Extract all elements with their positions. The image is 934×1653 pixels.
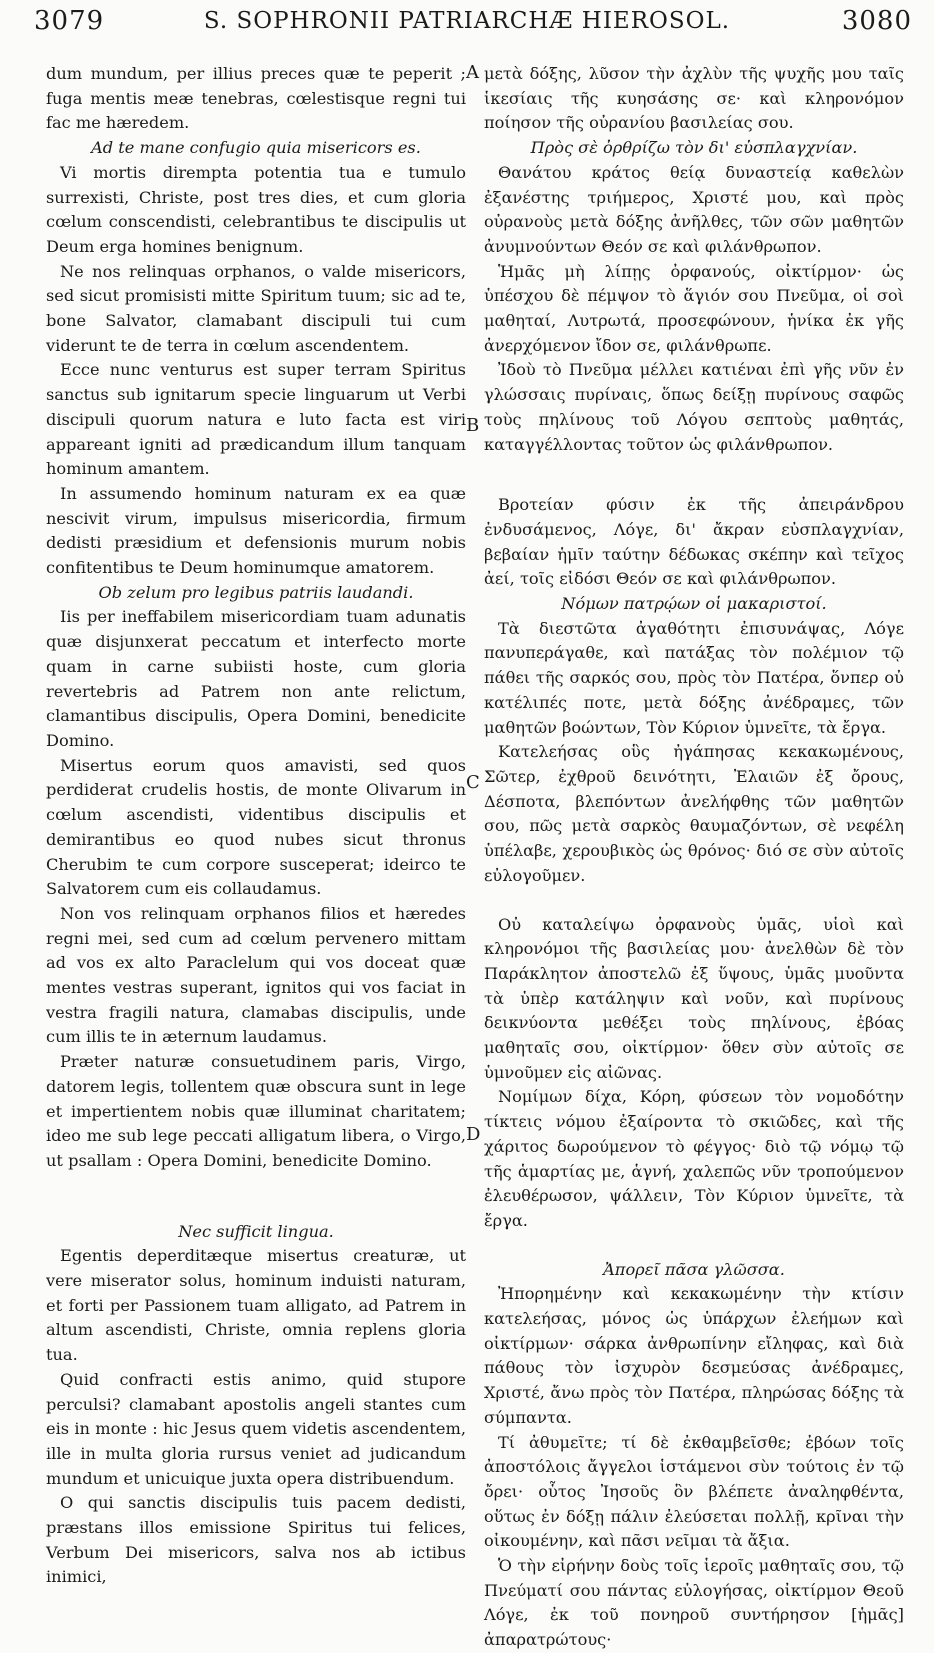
greek-paragraph: Νομίμων δίχα, Κόρη, φύσεων τὸν νομοδότην τίκτεις νόμου ἐξαίροντα τὸ σκιῶδες, καὶ τῆς χάριτος δωρούμενον τὸ φέγγος· διὸ τῷ νόμῳ τῷ τῆς ἁμαρτίας με, ἁγνή, χαλεπῶς νῦν τροπούμενον ἐλευθέρωσον, ψάλλειν, Τὸν Κύριον ὑμνεῖτε, τὰ ἔργα. [484, 1087, 904, 1230]
greek-paragraph: Ἠπορημένην καὶ κεκακωμένην τὴν κτίσιν κατελεήσας, μόνος ὡς ὑπάρχων ἐλεήμων καὶ οἰκτίρμων· σάρκα ἀνθρωπίνην εἴληφας, καὶ διὰ πάθους τὸν ἰσχυρὸν δεσμεύσας ἀνέδραμες, Χριστέ, ἄνω πρὸς τὸν Πατέρα, πληρώσας δόξης τὰ σύμπαντα. [484, 1284, 904, 1427]
margin-marker-a: A [466, 62, 479, 83]
latin-paragraph: Ecce nunc venturus est super terram Spiritus sanctus sub ignitarum specie linguarum ut Verbi discipuli quorum natura e luto facta est viri appareant igniti ad prædicandum illum tanquam hominum amantem. [46, 360, 466, 479]
right-page-number: 3080 [841, 6, 912, 36]
greek-paragraph: μετὰ δόξης, λῦσον τὴν ἀχλὺν τῆς ψυχῆς μου ταῖς ἱκεσίαις τῆς κυησάσης σε· καὶ κληρονόμον ποίησον τῆς οὐρανίου βασιλείας σου. [484, 64, 904, 133]
greek-paragraph: Ἰδοὺ τὸ Πνεῦμα μέλλει κατιέναι ἐπὶ γῆς νῦν ἐν γλώσσαις πυρίναις, ὅπως δείξῃ πυρίνους σαφῶς τοὺς πηλίνους τοῦ Λόγου σεπτοὺς μαθητάς, καταγγέλλοντας τοῦτον ὡς φιλάνθρωπον. [484, 360, 904, 454]
greek-paragraph: Κατελεήσας οὓς ἠγάπησας κεκακωμένους, Σῶτερ, ἐχθροῦ δεινότητι, Ἐλαιῶν ἐξ ὄρους, Δέσποτα, βλεπόντων ἀνελήφθης τῶν μαθητῶν σου, πῶς μετὰ σαρκὸς θαυμαζόντων, σὲ νεφέλη ὑπέλαβε, χερουβικὸς ὡς θρόνος· διό σε σὺν αὐτοῖς εὐλογοῦμεν. [484, 742, 904, 885]
latin-paragraph: dum mundum, per illius preces quæ te peperit ; fuga mentis meæ tenebras, cœlestisque regni tui fac me hæredem. [46, 64, 466, 133]
running-title: S. SOPHRONII PATRIARCHÆ HIEROSOL. [203, 8, 731, 34]
latin-paragraph: Ne nos relinquas orphanos, o valde misericors, sed sicut promisisti mitte Spiritum tuum; sic ad te, bone Salvator, clamabant discipuli tui cum viderunt te de terra in cœlum ascendentem. [46, 261, 466, 355]
greek-paragraph: Ὁ τὴν εἰρήνην δοὺς τοῖς ἱεροῖς μαθηταῖς σου, τῷ Πνεύματί σου πάντας εὐλογήσας, οἰκτίρμον Θεοῦ Λόγε, ἐκ τοῦ πονηροῦ συντήρησον [ἡμᾶς] ἀπαρατρώτους· [484, 1556, 904, 1650]
greek-column [484, 62, 904, 1653]
greek-heading: Πρὸς σὲ ὀρθρίζω τὸν δι' εὐσπλαγχνίαν. [530, 138, 858, 158]
latin-column [46, 62, 466, 1590]
greek-paragraph: Τί ἀθυμεῖτε; τί δὲ ἐκθαμβεῖσθε; ἐβόων τοῖς ἀποστόλοις ἄγγελοι ἱστάμενοι σὺν τούτοις ἐν τῷ ὄρει· οὗτος Ἰησοῦς ὃν βλέπετε ἀναληφθέντα, οὕτως ἐν δόξῃ πάλιν ἐλεύσεται πολλῇ, κρῖναι τὴν οἰκουμένην, καὶ πᾶσι νεῖμαι τὰ ἄξια. [484, 1432, 904, 1551]
page-header [0, 0, 934, 44]
latin-paragraph: In assumendo hominum naturam ex ea quæ nescivit virum, impulsus misericordia, firmum dedisti præsidium et defensionis murum nobis confitentibus te Deum hominumque amatorem. [46, 483, 466, 578]
latin-paragraph: Egentis deperditæque misertus creaturæ, ut vere miserator solus, hominum induisti naturam, et forti per Passionem tuam alligato, ad Patrem in altum ascendisti, Christe, omnia replens gloria tua. [46, 1246, 466, 1365]
greek-paragraph: Οὐ καταλείψω ὀρφανοὺς ὑμᾶς, υἱοὶ καὶ κληρονόμοι τῆς βασιλείας μου· ἀνελθὼν δὲ τὸν Παράκλητον ἀποστελῶ ἐξ ὕψους, ὑμᾶς μυοῦντα τὰ ὑπὲρ κατάληψιν καὶ νοῦν, καὶ πυρίνους δεικνύοντα μεθέξει τοὺς πηλίνους, ἐβόας μαθηταῖς σου, οἰκτίρμον· ὅθεν σὺν αὐτοῖς σε ὑμνοῦμεν εἰς αἰῶνας. [484, 914, 904, 1082]
latin-paragraph: Præter naturæ consuetudinem paris, Virgo, datorem legis, tollentem quæ obscura sunt in lege et impertientem nobis quæ illuminat charitatem; ideo me sub lege peccati alligatum libera, o Virgo, ut psallam : Opera Domini, benedicite Domino. [46, 1052, 466, 1170]
latin-heading: Nec sufficit lingua. [178, 1221, 334, 1241]
latin-paragraph: Vi mortis dirempta potentia tua e tumulo surrexisti, Christe, post tres dies, et cum gloria cœlum conscendisti, celebrantibus te discipulis ut Deum erga homines benignum. [46, 162, 466, 256]
latin-heading: Ob zelum pro legibus patriis laudandi. [98, 582, 414, 602]
greek-heading: Νόμων πατρῴων οἱ μακαριστοί. [561, 594, 827, 614]
latin-paragraph: Quid confracti estis animo, quid stupore perculsi? clamabant apostolis angeli stantes cum eis in monte : hic Jesus quem videtis ascendentem, ille in multa gloria rursus veniet ad judicandum mundum et unicuique juxta opera distribuendum. [46, 1369, 466, 1488]
greek-paragraph: Βροτείαν φύσιν ἐκ τῆς ἀπειράνδρου ἐνδυσάμενος, Λόγε, δι' ἄκραν εὐσπλαγχνίαν, βεβαίαν ἡμῖν ταύτην δέδωκας σκέπην καὶ τεῖχος ἀεί, τοῖς εἰδόσι Θεόν σε καὶ φιλάνθρωπον. [484, 495, 904, 589]
margin-marker-c: C [466, 772, 480, 793]
margin-marker-d: D [466, 1124, 481, 1145]
latin-paragraph: Iis per ineffabilem misericordiam tuam adunatis quæ disjunxerat peccatum et interfecto morte quam in carne subiisti hoste, cum gloria revertebris ad Patrem non ante relictum, clamantibus discipulis, Opera Domini, benedicite Domino. [46, 607, 466, 750]
greek-heading: Ἀπορεῖ πᾶσα γλῶσσα. [603, 1259, 785, 1279]
greek-paragraph: Τὰ διεστῶτα ἀγαθότητι ἐπισυνάψας, Λόγε πανυπεράγαθε, καὶ πατάξας τὸν πολέμιον τῷ πάθει τῆς σαρκός σου, πρὸς τὸν Πατέρα, ὅνπερ οὐ κατέλιπές ποτε, μετὰ δόξης ἀνέδραμες, τῶν μαθητῶν βοώντων, Τὸν Κύριον ὑμνεῖτε, τὰ ἔργα. [484, 618, 904, 737]
greek-paragraph: Θανάτου κράτος θείᾳ δυναστείᾳ καθελὼν ἐξανέστης τριήμερος, Χριστέ μου, καὶ πρὸς οὐρανοὺς μετὰ δόξης ἀνῆλθες, τῶν σῶν μαθητῶν ἀνυμνούντων Θεόν σε καὶ φιλάνθρωπον. [484, 162, 904, 256]
left-page-number: 3079 [34, 6, 105, 36]
latin-paragraph: Non vos relinquam orphanos filios et hæredes regni mei, sed cum ad cœlum pervenero mittam ad vos ex alto Paraclelum qui vos doceat quæ mentes vestras superant, ignitos qui vos faciat in vestra fragili natura, clamabas discipulis, unde cum illis te in æternum laudamus. [46, 903, 466, 1047]
margin-marker-b: B [466, 415, 480, 436]
latin-heading: Ad te mane confugio quia misericors es. [91, 138, 421, 158]
greek-paragraph: Ἡμᾶς μὴ λίπῃς ὀρφανούς, οἰκτίρμον· ὡς ὑπέσχου δὲ πέμψον τὸ ἅγιόν σου Πνεῦμα, οἱ σοὶ μαθηταί, Λυτρωτά, προσεφώνουν, ἡνίκα ἐκ γῆς ἀνερχόμενον ἴδον σε, φιλάνθρωπε. [484, 261, 904, 355]
latin-paragraph: Misertus eorum quos amavisti, sed quos perdiderat crudelis hostis, de monte Olivarum in cœlum ascendisti, videntibus discipulis et demirantibus eo quod nubes sicut thronus Cherubim te cum corpore susceperat; ideirco te Salvatorem cum eis collaudamus. [46, 755, 466, 899]
latin-paragraph: O qui sanctis discipulis tuis pacem dedisti, præstans illos emissione Spiritus tui felices, Verbum Dei misericors, salva nos ab ictibus inimici, [46, 1493, 466, 1587]
